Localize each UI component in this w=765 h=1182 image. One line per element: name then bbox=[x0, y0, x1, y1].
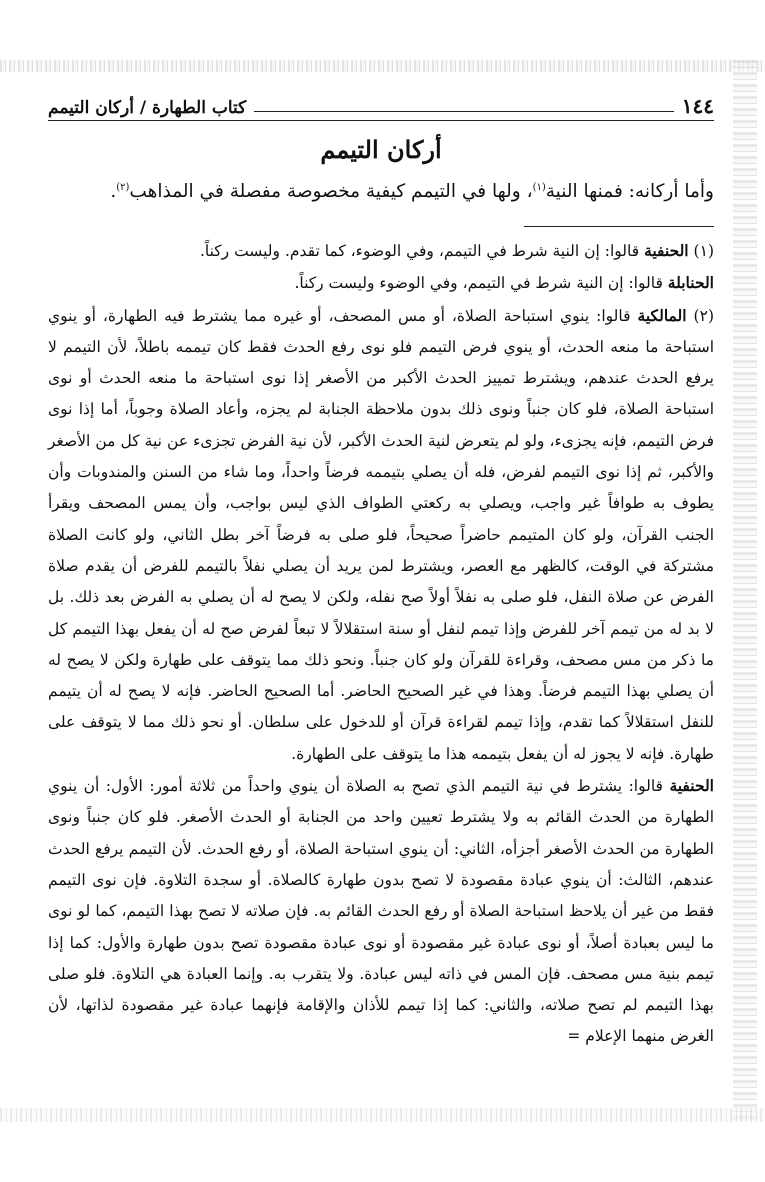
running-title: كتاب الطهارة / أركان التيمم bbox=[48, 98, 247, 118]
scan-edge-top bbox=[0, 60, 765, 72]
footnote-1-marker: (١) bbox=[693, 242, 714, 260]
madhhab-label-hanbali: الحنابلة bbox=[667, 273, 714, 293]
footnote-separator bbox=[524, 226, 714, 227]
footnote-2-maliki-text: قالوا: ينوي استباحة الصلاة، أو مس المصحف، أو غيره مما يشترط فيه الطهارة، أو ينوي استباحة ما منعه الحدث، أو ينوي فرض التيمم فلو نوى رفع الحدث فقط كان تيممه باطلاً، لأن التيمم لا يرفع الحدث عندهم، ويشترط تمييز الحدث الأكبر من الأصغر إذا نوى استباحة ما منعه الحدث أو نوى استباحة الصلاة، فلو كان جنباً ونوى ذلك بدون ملاحظة الجنابة لم يجزه، وأعاد الصلاة وجوباً، أما إذا نوى فرض التيمم، فإنه يجزىء، ولو لم يتعرض لنية الحدث الأكبر، لأن نية الفرض تجزىء عن نية كل من الأصغر والأكبر، ثم إذا نوى التيمم لفرض، فله أن يصلي بتيممه فرضاً واحداً، وما شاء من السنن والمندوبات وأن يطوف به طوافاً غير واجب، ويصلي به ركعتي الطواف الذي ليس بواجب، وأن يمس المصحف ويقرأ الجنب القرآن، ولو كان المتيمم حاضراً صحيحاً، فلو صلى به فرضاً آخر بطل الثاني، ولو كانت الصلاة مشتركة في الوقت، كالظهر مع العصر، ويشترط لمن يريد أن يصلي نفلاً بالتيمم للفرض أن يقدم صلاة الفرض عن صلاة النفل، فلو صلى به نفلاً أولاً صح نفله، ولكن لا يصح له أن يصلي به الفرض بعد ذلك. بل لا بد له من تيمم آخر للفرض وإذا تيمم لنفل أو سنة استقلالاً لا تبعاً لفرض صح له أن يفعل بهذا التيمم كل ما ذكر من مس مصحف، وقراءة للقرآن ولو كان جنباً. ونحو ذلك مما يتوقف على طهارة ولكن لا يصح له أن يصلي بهذا التيمم فرضاً. وهذا في غير الصحيح الحاضر. أما الصحيح الحاضر. فإنه لا يصح له أن يتيمم للنفل استقلالاً كما تقدم، وإذا تيمم لقراءة قرآن أو للدخول على سلطان. أو نحو ذلك مما لا يتوقف على طهارة. فإنه لا يجوز له أن يفعل بتيممه هذا ما يتوقف على الطهارة. bbox=[48, 306, 715, 763]
footnote-1-hanafi bbox=[48, 235, 714, 267]
scan-edge-right bbox=[733, 60, 757, 1120]
footnote-1-hanafi-text: قالوا: إن النية شرط في التيمم، وفي الوضوء، كما تقدم. وليست ركناً. bbox=[199, 242, 640, 260]
running-header bbox=[48, 88, 714, 118]
section-title: أركان التيمم bbox=[320, 135, 442, 164]
scan-edge-bottom bbox=[0, 1108, 765, 1122]
footnote-1-hanbali-text: قالوا: إن النية شرط في التيمم، وفي الوضوء وليست ركناً. bbox=[294, 274, 663, 293]
footnote-1-hanbali bbox=[48, 267, 714, 299]
footnote-ref-2[interactable]: (٢) bbox=[116, 181, 130, 193]
footnote-2-hanafi bbox=[48, 770, 714, 1053]
madhhab-label-hanafi-2: الحنفية bbox=[669, 776, 714, 796]
main-text-part1: وأما أركانه: فمنها النية bbox=[545, 181, 714, 202]
footnote-2-hanafi-text: قالوا: يشترط في نية التيمم الذي تصح به الصلاة أن ينوي واحداً من ثلاثة أمور: الأول: أن ينوي الطهارة من الحدث القائم به ولا يشترط تعيين واحد من الجنابة أو الحدث الأصغر. فلو كان جنباً ونوى الطهارة من الحدث الأصغر أجزأه، الثاني: أن ينوي استباحة الصلاة، أو رفع الحدث. لأن التيمم يرفع الحدث عندهم، الثالث: أن ينوي عبادة مقصودة لا تصح بدون طهارة كالصلاة. أو سجدة التلاوة. فإن نوى التيمم فقط من غير أن يلاحظ استباحة الصلاة أو رفع الحدث القائم به. فإن صلاته لا تصح بهذا التيمم، كما لو نوى ما ليس بعبادة أصلاً، أو نوى عبادة غير مقصودة أو نوى عبادة مقصودة تصح بدون طهارة والأول: كما إذا تيمم بنية مس مصحف. فإن المس في ذاته ليس عبادة. ولا يتقرب به. وإنما العبادة هي التلاوة. فلو صلى بهذا التيمم لم تصح صلاته، والثاني: كما إذا تيمم للأذان والإقامة فإنهما عبادة غير مقصودة لذاتها، لأن الغرض منهما الإعلام = bbox=[48, 777, 714, 1046]
header-underline bbox=[48, 120, 714, 121]
footnote-2-marker: (٢) bbox=[693, 306, 714, 325]
main-text-end: . bbox=[110, 181, 117, 202]
main-text-part2: ، ولها في التيمم كيفية مخصوصة مفصلة في المذاهب bbox=[129, 181, 533, 202]
main-paragraph bbox=[48, 176, 714, 208]
header-rule bbox=[254, 111, 674, 112]
page-number: ١٤٤ bbox=[681, 94, 714, 118]
madhhab-label-maliki: المالكية bbox=[637, 305, 687, 325]
madhhab-label-hanafi: الحنفية bbox=[644, 241, 689, 260]
footnote-2-maliki bbox=[48, 300, 714, 770]
footnote-ref-1[interactable]: (١) bbox=[532, 181, 546, 193]
book-page bbox=[48, 88, 714, 1053]
